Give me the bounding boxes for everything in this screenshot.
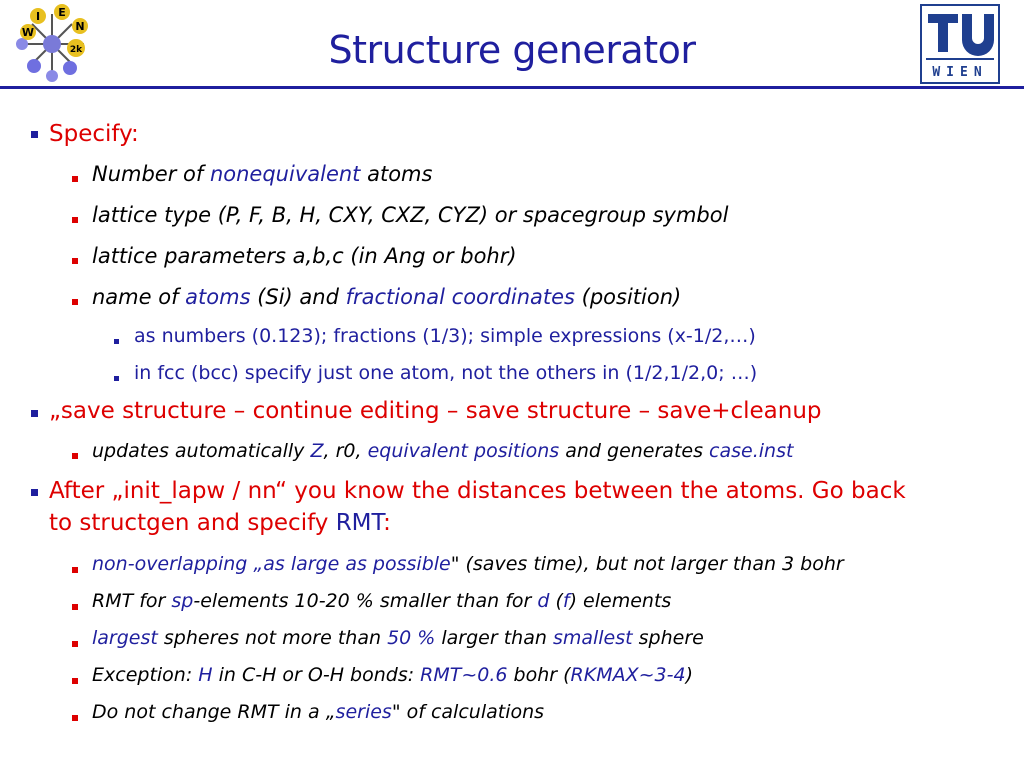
bullet-square: [72, 258, 78, 264]
bullet-num-atoms: Number of nonequivalent atoms: [92, 162, 433, 186]
logo-letter-e: E: [58, 6, 66, 19]
bullet-rmt-sp: RMT for sp-elements 10-20 % smaller than for d (f) elements: [92, 590, 672, 612]
slide-title: Structure generator: [328, 28, 696, 72]
bullet-square: [72, 678, 78, 684]
bullet-rmt-series: Do not change RMT in a „series" of calculations: [92, 701, 545, 723]
bullet-lattice-type: lattice type (P, F, B, H, CXY, CXZ, CYZ) or spacegroup symbol: [92, 203, 729, 227]
bullet-specify: Specify:: [49, 121, 139, 147]
bullet-name-atoms: name of atoms (Si) and fractional coordinates (position): [92, 285, 682, 309]
bullet-square: [72, 453, 78, 459]
bullet-sub-fcc: in fcc (bcc) specify just one atom, not the others in (1/2,1/2,0; …): [134, 362, 758, 384]
bullet-square: [72, 641, 78, 647]
bullet-square: [72, 567, 78, 573]
bullet-after-init-line2: to structgen and specify RMT:: [49, 510, 391, 536]
bullet-square: [72, 217, 78, 223]
bullet-square: [114, 339, 119, 344]
logo-letter-2k: 2k: [69, 45, 83, 55]
bullet-square: [31, 410, 38, 417]
bullet-square: [31, 131, 38, 138]
bullet-save-structure: „save structure – continue editing – save structure – save+cleanup: [49, 398, 822, 424]
bullet-rmt-nonoverlap: non-overlapping „as large as possible" (saves time), but not larger than 3 bohr: [92, 553, 844, 575]
logo-letter-i: I: [35, 10, 41, 23]
bullet-square: [72, 299, 78, 305]
bullet-after-init-line1: After „init_lapw / nn“ you know the distances between the atoms. Go back: [49, 478, 906, 504]
bullet-sub-numbers: as numbers (0.123); fractions (1/3); simple expressions (x-1/2,…): [134, 325, 756, 347]
bullet-lattice-params: lattice parameters a,b,c (in Ang or bohr): [92, 244, 517, 268]
bullet-square: [72, 176, 78, 182]
bullet-rmt-exception: Exception: H in C-H or O-H bonds: RMT~0.6 bohr (RKMAX~3-4): [92, 664, 693, 686]
bullet-updates: updates automatically Z, r0, equivalent positions and generates case.inst: [92, 440, 794, 462]
bullet-square: [114, 376, 119, 381]
bullet-square: [72, 604, 78, 610]
bullet-square: [31, 489, 38, 496]
bullet-square: [72, 715, 78, 721]
tu-logo-text: WIEN: [932, 65, 988, 80]
logo-letter-n: N: [75, 20, 85, 33]
bullet-rmt-largest: largest spheres not more than 50 % larger than smallest sphere: [92, 627, 704, 649]
logo-letter-w: W: [21, 26, 35, 39]
